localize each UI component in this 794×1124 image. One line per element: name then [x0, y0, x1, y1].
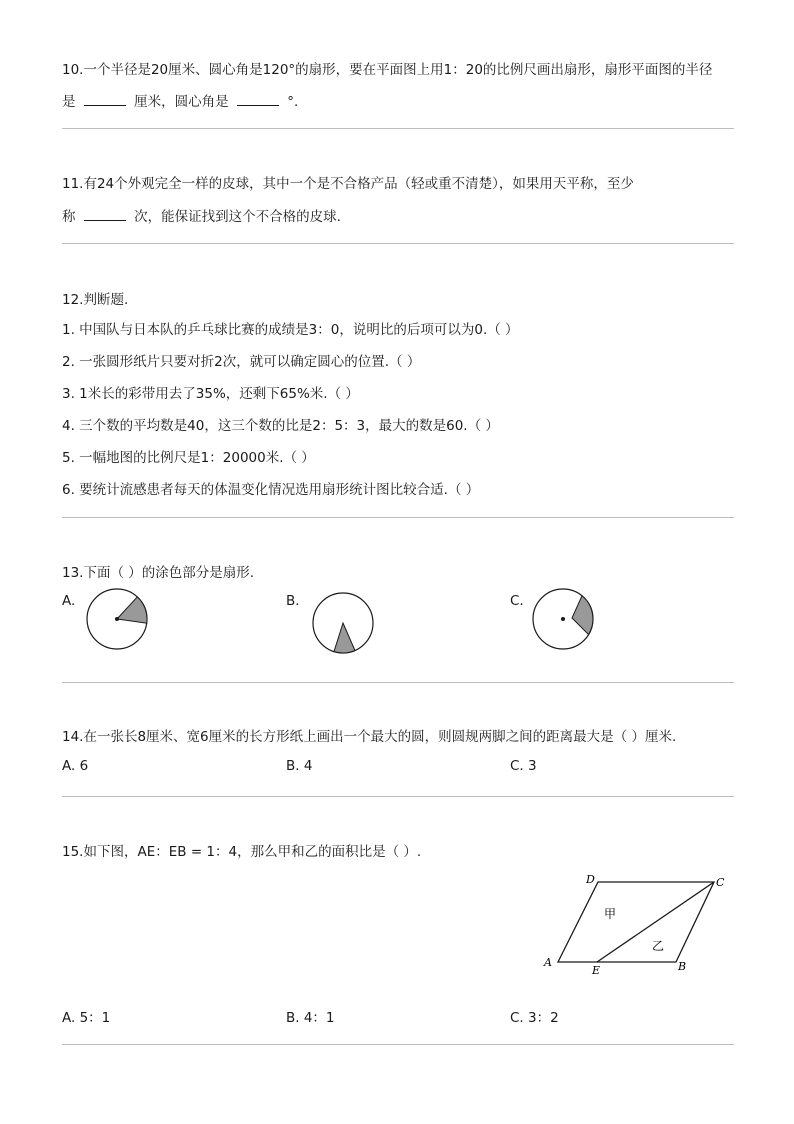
label-c: C	[716, 876, 725, 889]
label-e: E	[592, 964, 601, 977]
q13-option-a-label[interactable]: A.	[62, 593, 76, 609]
q15-parallelogram-figure	[540, 870, 730, 980]
q12-item-5: 5. 一幅地图的比例尺是1：20000米.（ ）	[62, 450, 315, 466]
divider	[62, 128, 734, 129]
q11-line2	[62, 205, 341, 225]
q12-title: 12.判断题.	[62, 292, 129, 308]
q15-option-b[interactable]: B. 4：1	[286, 1010, 335, 1026]
q12-item-3: 3. 1米长的彩带用去了35%，还剩下65%米.（ ）	[62, 386, 359, 402]
q14-option-b[interactable]: B. 4	[286, 758, 313, 774]
q10-line2-suffix: °.	[287, 94, 299, 110]
divider	[62, 796, 734, 797]
q14-option-a[interactable]: A. 6	[62, 758, 89, 774]
q15-option-c[interactable]: C. 3：2	[510, 1010, 559, 1026]
q11-blank-times[interactable]	[84, 208, 126, 221]
divider	[62, 1044, 734, 1045]
q11-line2-prefix: 称	[62, 209, 76, 225]
label-a: A	[544, 956, 552, 969]
label-jia: 甲	[604, 907, 617, 921]
q15-title: 15.如下图，AE：EB = 1：4，那么甲和乙的面积比是（ ）.	[62, 844, 422, 860]
q11-line1: 11.有24个外观完全一样的皮球，其中一个是不合格产品（轻或重不清楚），如果用天平称，至少	[62, 176, 634, 192]
q12-item-2: 2. 一张圆形纸片只要对折2次，就可以确定圆心的位置.（ ）	[62, 354, 421, 370]
q13-option-b-figure	[310, 590, 376, 656]
label-d: D	[586, 873, 595, 886]
q13-option-c-figure	[530, 586, 596, 652]
q13-title: 13.下面（ ）的涂色部分是扇形.	[62, 565, 255, 581]
q10-line1: 10.一个半径是20厘米、圆心角是120°的扇形，要在平面图上用1：20的比例尺画出扇形，扇形平面图的半径	[62, 62, 713, 78]
divider	[62, 517, 734, 518]
q10-blank-radius[interactable]	[84, 93, 126, 106]
q13-option-b-label[interactable]: B.	[286, 593, 300, 609]
q13-option-c-label[interactable]: C.	[510, 593, 524, 609]
q13-option-a-figure	[84, 586, 150, 652]
q10-line2-mid: 厘米，圆心角是	[134, 94, 229, 110]
divider	[62, 682, 734, 683]
q10-line2	[62, 90, 298, 110]
divider	[62, 243, 734, 244]
parallelogram-abcd	[558, 882, 714, 962]
q12-item-4: 4. 三个数的平均数是40，这三个数的比是2：5：3，最大的数是60.（ ）	[62, 418, 499, 434]
q14-title: 14.在一张长8厘米、宽6厘米的长方形纸上画出一个最大的圆，则圆规两脚之间的距离最大是（ ）厘米.	[62, 729, 677, 745]
q10-blank-angle[interactable]	[237, 93, 279, 106]
q15-option-a[interactable]: A. 5：1	[62, 1010, 111, 1026]
q12-item-6: 6. 要统计流感患者每天的体温变化情况选用扇形统计图比较合适.（ ）	[62, 482, 480, 498]
q14-option-c[interactable]: C. 3	[510, 758, 537, 774]
label-b: B	[678, 960, 687, 973]
q10-line2-prefix: 是	[62, 94, 76, 110]
label-yi: 乙	[652, 939, 665, 953]
q12-item-1: 1. 中国队与日本队的乒乓球比赛的成绩是3：0，说明比的后项可以为0.（ ）	[62, 322, 519, 338]
q11-line2-suffix: 次，能保证找到这个不合格的皮球.	[134, 209, 341, 225]
